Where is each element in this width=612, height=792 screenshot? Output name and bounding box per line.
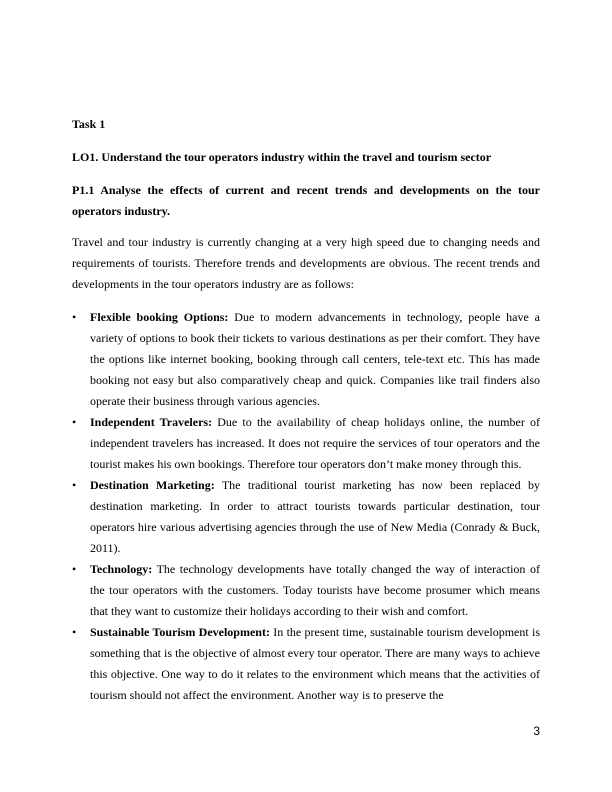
- list-item-text: Due to modern advancements in technology, people have a variety of options to book their tickets to various destinations as per their comfort. They have the options like internet booking, booking through call centers, tele-text etc. This has made booking not easy but also comparatively cheap and quick. Companies like trail finders also operate their business through various agencies.: [90, 310, 540, 408]
- intro-paragraph: Travel and tour industry is currently changing at a very high speed due to changing needs and requirements of tourists. Therefore trends and developments are obvious. The recent trends and developments in the tour operators industry are as follows:: [72, 235, 540, 291]
- list-item: [72, 475, 540, 559]
- list-item-term: Independent Travelers:: [90, 415, 213, 429]
- list-item-term: Destination Marketing:: [90, 478, 215, 492]
- list-item-text: Due to the availability of cheap holidays online, the number of independent travelers has increased. It does not require the services of tour operators and the tourist makes his own bookings. Therefore tour operators don’t make money through this.: [90, 415, 540, 471]
- criterion-heading: P1.1 Analyse the effects of current and recent trends and developments on the tour operators industry.: [72, 183, 540, 218]
- list-item-text: The traditional tourist marketing has now been replaced by destination marketing. In order to attract tourists towards particular destination, tour operators hire various advertising agencies through the use of New Media (Conrady & Buck, 2011).: [90, 478, 540, 555]
- bullet-icon: •: [72, 562, 77, 576]
- list-item: [72, 412, 540, 475]
- list-item: [72, 307, 540, 412]
- learning-outcome-heading: LO1. Understand the tour operators industry within the travel and tourism sector: [72, 150, 492, 164]
- page-content: [72, 114, 540, 706]
- list-item-term: Flexible booking Options:: [90, 310, 229, 324]
- bullet-icon: •: [72, 415, 77, 429]
- page-number: 3: [533, 724, 540, 738]
- list-item-term: Sustainable Tourism Development:: [90, 625, 270, 639]
- list-item-text: The technology developments have totally changed the way of interaction of the tour operators with the customers. Today tourists have become prosumer which means that they want to customize their holidays according to their wish and comfort.: [90, 562, 540, 618]
- task-heading: Task 1: [72, 117, 106, 131]
- trends-list: [72, 307, 540, 706]
- list-item-term: Technology:: [90, 562, 153, 576]
- bullet-icon: •: [72, 310, 77, 324]
- list-item: [72, 622, 540, 706]
- list-item-text: In the present time, sustainable tourism development is something that is the objective of almost every tour operator. There are many ways to achieve this objective. One way to do it relates to the environment which means that the activities of tourism should not affect the environment. Another way is to preserve the: [90, 625, 541, 702]
- bullet-icon: •: [72, 625, 77, 639]
- list-item: [72, 559, 540, 622]
- bullet-icon: •: [72, 478, 77, 492]
